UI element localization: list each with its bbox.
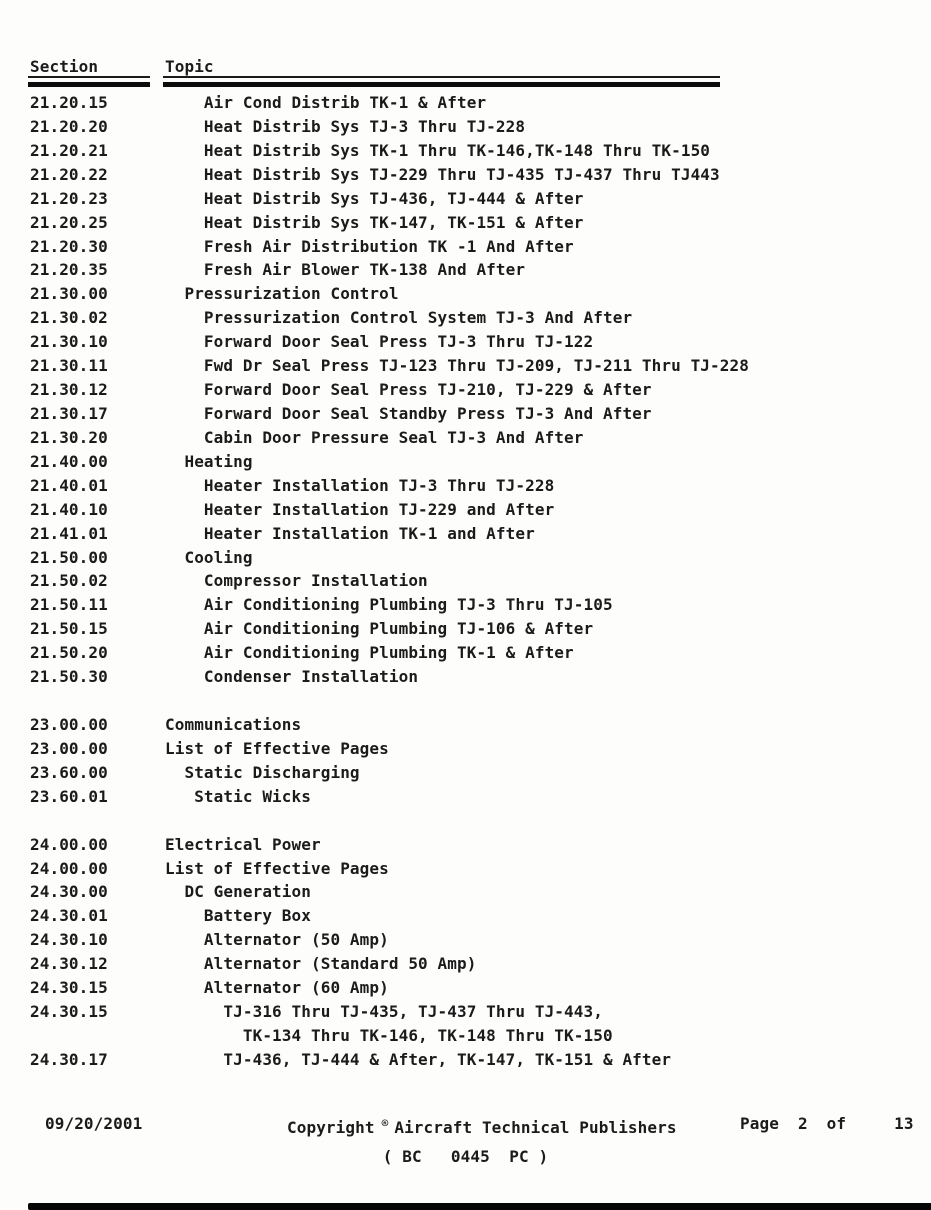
table-header bbox=[30, 57, 720, 87]
section-number: 21.30.20 bbox=[30, 427, 108, 447]
topic-text: Condenser Installation bbox=[165, 667, 419, 687]
section-number: 23.00.00 bbox=[30, 714, 108, 734]
toc-spacer-row bbox=[30, 689, 910, 713]
footer-copyright bbox=[287, 1112, 677, 1140]
toc-row bbox=[30, 833, 910, 857]
topic-text: Air Conditioning Plumbing TJ-106 & After bbox=[165, 619, 594, 639]
toc-row bbox=[30, 211, 910, 235]
toc-row bbox=[30, 569, 910, 593]
topic-text: Fwd Dr Seal Press TJ-123 Thru TJ-209, TJ-211 Thru TJ-228 bbox=[165, 356, 749, 376]
toc-row bbox=[30, 378, 910, 402]
registered-trademark-icon: ® bbox=[381, 1117, 389, 1130]
topic-text: List of Effective Pages bbox=[165, 738, 389, 758]
topic-text: Cooling bbox=[165, 547, 253, 567]
section-number: 21.50.11 bbox=[30, 595, 108, 615]
section-number: 21.20.15 bbox=[30, 93, 108, 112]
toc-row bbox=[30, 785, 910, 809]
section-number: 21.40.00 bbox=[30, 451, 108, 471]
toc-row bbox=[30, 857, 910, 881]
topic-text: Pressurization Control System TJ-3 And After bbox=[165, 308, 633, 328]
section-number: 21.20.21 bbox=[30, 140, 108, 160]
topic-text: Forward Door Seal Press TJ-210, TJ-229 & After bbox=[165, 380, 652, 400]
toc-row bbox=[30, 593, 910, 617]
toc-row bbox=[30, 617, 910, 641]
section-number: 21.50.15 bbox=[30, 619, 108, 639]
topic-text: Compressor Installation bbox=[165, 571, 428, 591]
section-number: 24.30.00 bbox=[30, 882, 108, 902]
topic-text: List of Effective Pages bbox=[165, 858, 389, 878]
toc-row bbox=[30, 187, 910, 211]
section-number: 21.20.23 bbox=[30, 188, 108, 208]
section-column-header bbox=[30, 57, 150, 87]
section-number: 23.60.01 bbox=[30, 786, 108, 806]
section-number: 24.30.17 bbox=[30, 1049, 108, 1069]
section-number: 21.30.02 bbox=[30, 308, 108, 328]
topic-text: TK-134 Thru TK-146, TK-148 Thru TK-150 bbox=[165, 1025, 613, 1045]
toc-row bbox=[30, 498, 910, 522]
topic-text: Alternator (Standard 50 Amp) bbox=[165, 954, 477, 974]
section-column-label: Section bbox=[30, 57, 99, 76]
topic-column-label: Topic bbox=[165, 57, 214, 76]
section-number: 21.41.01 bbox=[30, 523, 108, 543]
section-number: 24.30.12 bbox=[30, 954, 108, 974]
section-number: 24.30.10 bbox=[30, 930, 108, 950]
topic-text: Alternator (50 Amp) bbox=[165, 930, 389, 950]
topic-text: Heating bbox=[165, 451, 253, 471]
topic-text: Static Discharging bbox=[165, 762, 360, 782]
toc-row bbox=[30, 450, 910, 474]
topic-text: Battery Box bbox=[165, 906, 311, 926]
section-number: 24.30.15 bbox=[30, 1002, 108, 1022]
section-number: 24.00.00 bbox=[30, 858, 108, 878]
toc-row bbox=[30, 330, 910, 354]
section-number: 21.20.30 bbox=[30, 236, 108, 256]
topic-text: TJ-316 Thru TJ-435, TJ-437 Thru TJ-443, bbox=[165, 1002, 603, 1022]
toc-row bbox=[30, 258, 910, 282]
section-number bbox=[30, 1024, 165, 1048]
toc-row bbox=[30, 952, 910, 976]
toc-row bbox=[30, 1024, 910, 1048]
topic-text: Electrical Power bbox=[165, 834, 321, 854]
topic-text: Air Conditioning Plumbing TJ-3 Thru TJ-105 bbox=[165, 595, 613, 615]
toc-list bbox=[30, 91, 910, 1072]
footer-code-line: ( BC 0445 PC ) bbox=[382, 1147, 549, 1166]
toc-row bbox=[30, 976, 910, 1000]
toc-row bbox=[30, 737, 910, 761]
section-number: 21.30.10 bbox=[30, 332, 108, 352]
toc-spacer-row bbox=[30, 809, 910, 833]
topic-text: Heat Distrib Sys TK-1 Thru TK-146,TK-148 Thru TK-150 bbox=[165, 140, 711, 160]
page-label: Page bbox=[740, 1114, 779, 1133]
topic-text: Heat Distrib Sys TJ-229 Thru TJ-435 TJ-437 Thru TJ443 bbox=[165, 164, 720, 184]
topic-text: Alternator (60 Amp) bbox=[165, 978, 389, 998]
toc-row bbox=[30, 761, 910, 785]
section-number: 21.50.02 bbox=[30, 571, 108, 591]
topic-text: Heat Distrib Sys TJ-3 Thru TJ-228 bbox=[165, 116, 526, 136]
section-number: 21.20.22 bbox=[30, 164, 108, 184]
section-number: 21.20.25 bbox=[30, 212, 108, 232]
toc-row bbox=[30, 115, 910, 139]
toc-row bbox=[30, 402, 910, 426]
toc-row bbox=[30, 163, 910, 187]
toc-row bbox=[30, 1048, 910, 1072]
topic-text: Static Wicks bbox=[165, 786, 311, 806]
topic-text: Heater Installation TJ-229 and After bbox=[165, 499, 555, 519]
scan-edge-artifact bbox=[28, 1203, 931, 1210]
section-number: 21.40.10 bbox=[30, 499, 108, 519]
section-number: 24.30.01 bbox=[30, 906, 108, 926]
section-number: 24.30.15 bbox=[30, 978, 108, 998]
section-number: 21.30.12 bbox=[30, 380, 108, 400]
section-number: 21.50.30 bbox=[30, 667, 108, 687]
topic-text: Communications bbox=[165, 714, 302, 734]
toc-row bbox=[30, 235, 910, 259]
page-indicator bbox=[740, 1112, 914, 1136]
section-number: 21.20.20 bbox=[30, 116, 108, 136]
section-number: 23.60.00 bbox=[30, 762, 108, 782]
topic-text: Fresh Air Blower TK-138 And After bbox=[165, 260, 526, 280]
toc-row bbox=[30, 1000, 910, 1024]
publisher-name: Aircraft Technical Publishers bbox=[394, 1118, 677, 1137]
toc-row bbox=[30, 91, 910, 115]
topic-text: Air Cond Distrib TK-1 & After bbox=[165, 93, 487, 112]
topic-text: Forward Door Seal Press TJ-3 Thru TJ-122 bbox=[165, 332, 594, 352]
page-current: 2 bbox=[797, 1114, 808, 1133]
topic-text: Heat Distrib Sys TK-147, TK-151 & After bbox=[165, 212, 584, 232]
section-number: 21.20.35 bbox=[30, 260, 108, 280]
footer-date: 09/20/2001 bbox=[45, 1114, 143, 1133]
section-number: 23.00.00 bbox=[30, 738, 108, 758]
section-number: 21.30.17 bbox=[30, 403, 108, 423]
toc-row bbox=[30, 904, 910, 928]
topic-text: Heater Installation TJ-3 Thru TJ-228 bbox=[165, 475, 555, 495]
topic-column-header bbox=[165, 57, 720, 87]
topic-text: Pressurization Control bbox=[165, 284, 399, 304]
section-number: 21.50.00 bbox=[30, 547, 108, 567]
toc-row bbox=[30, 546, 910, 570]
toc-row bbox=[30, 306, 910, 330]
toc-row bbox=[30, 354, 910, 378]
section-number: 21.30.11 bbox=[30, 356, 108, 376]
toc-row bbox=[30, 880, 910, 904]
page-of-label: of bbox=[826, 1114, 847, 1133]
toc-row bbox=[30, 426, 910, 450]
topic-text: Heat Distrib Sys TJ-436, TJ-444 & After bbox=[165, 188, 584, 208]
topic-text: TJ-436, TJ-444 & After, TK-147, TK-151 & After bbox=[165, 1049, 672, 1069]
toc-row bbox=[30, 282, 910, 306]
page-total: 13 bbox=[894, 1114, 914, 1133]
toc-row bbox=[30, 928, 910, 952]
toc-row bbox=[30, 139, 910, 163]
toc-row bbox=[30, 474, 910, 498]
section-number: 24.00.00 bbox=[30, 834, 108, 854]
topic-text: Fresh Air Distribution TK -1 And After bbox=[165, 236, 574, 256]
section-number: 21.50.20 bbox=[30, 643, 108, 663]
toc-row bbox=[30, 522, 910, 546]
section-number: 21.30.00 bbox=[30, 284, 108, 304]
topic-text: DC Generation bbox=[165, 882, 311, 902]
toc-row bbox=[30, 665, 910, 689]
topic-text: Forward Door Seal Standby Press TJ-3 And After bbox=[165, 403, 652, 423]
topic-text: Cabin Door Pressure Seal TJ-3 And After bbox=[165, 427, 584, 447]
copyright-text: Copyright bbox=[287, 1118, 375, 1137]
topic-text: Air Conditioning Plumbing TK-1 & After bbox=[165, 643, 574, 663]
topic-text: Heater Installation TK-1 and After bbox=[165, 523, 535, 543]
toc-row bbox=[30, 713, 910, 737]
toc-row bbox=[30, 641, 910, 665]
section-number: 21.40.01 bbox=[30, 475, 108, 495]
